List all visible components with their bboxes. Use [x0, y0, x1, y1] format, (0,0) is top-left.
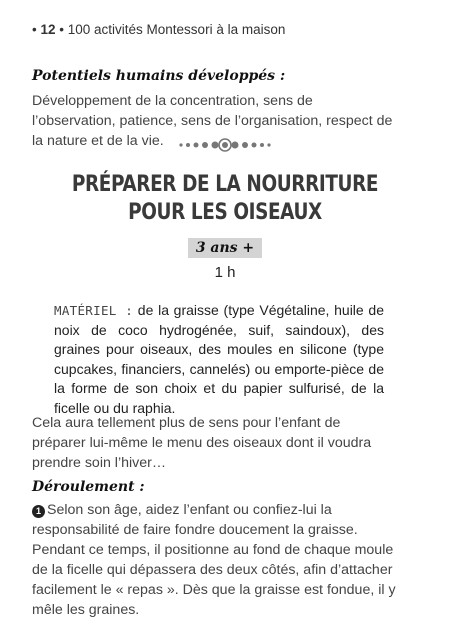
- step-number-icon: 1: [32, 505, 45, 518]
- materiel-text: de la graisse (type Végétaline, huile de noix de coco hydrogénée, suif, saindoux), des graines pour oiseaux, des moules en silicone (type cupcakes, financiers, cannelés) ou emporte-pièce de la forme de son choix et du papier sulfurisé, de la ficelle ou du raphia.: [54, 302, 384, 416]
- deroulement-heading: Déroulement :: [32, 479, 145, 495]
- age-badge-wrapper: [0, 238, 450, 258]
- activity-title-line2: POUR LES OISEAUX: [128, 199, 322, 225]
- book-title: 100 activités Montessori à la maison: [67, 22, 286, 37]
- age-badge: 3 ans +: [188, 238, 262, 258]
- activity-title-line1: PRÉPARER DE LA NOURRITURE: [71, 171, 379, 197]
- potentiels-heading: Potentiels humains développés :: [32, 68, 286, 84]
- page-header: [32, 22, 285, 37]
- step-1-text: Selon son âge, aidez l’enfant ou confiez-lui la responsabilité de faire fondre doucement la graisse. Pendant ce temps, il positionne au fond de chaque moule de la ficelle qui dépassera des deux côtés, afin d’attacher facilement le « repas ». Dès que la graisse est fondue, il y mêle les graines.: [32, 502, 396, 618]
- materiel-block: [54, 301, 384, 418]
- dot-ornament-icon: [175, 138, 275, 152]
- page-number: 12: [40, 22, 56, 37]
- materiel-label: MATÉRIEL :: [54, 303, 134, 318]
- header-bullet: •: [55, 22, 68, 37]
- decorative-divider: [0, 138, 450, 152]
- step-1-paragraph: [32, 500, 396, 620]
- header-bullet: •: [32, 22, 41, 37]
- intro-paragraph: Cela aura tellement plus de sens pour l’enfant de préparer lui-même le menu des oiseaux dont il voudra prendre soin l’hiver…: [32, 415, 372, 471]
- potentiels-text: Développement de la concentration, sens de l’observation, patience, sens de l’organisation, respect de la nature et de la vie.: [32, 93, 393, 149]
- activity-duration: 1 h: [214, 264, 236, 281]
